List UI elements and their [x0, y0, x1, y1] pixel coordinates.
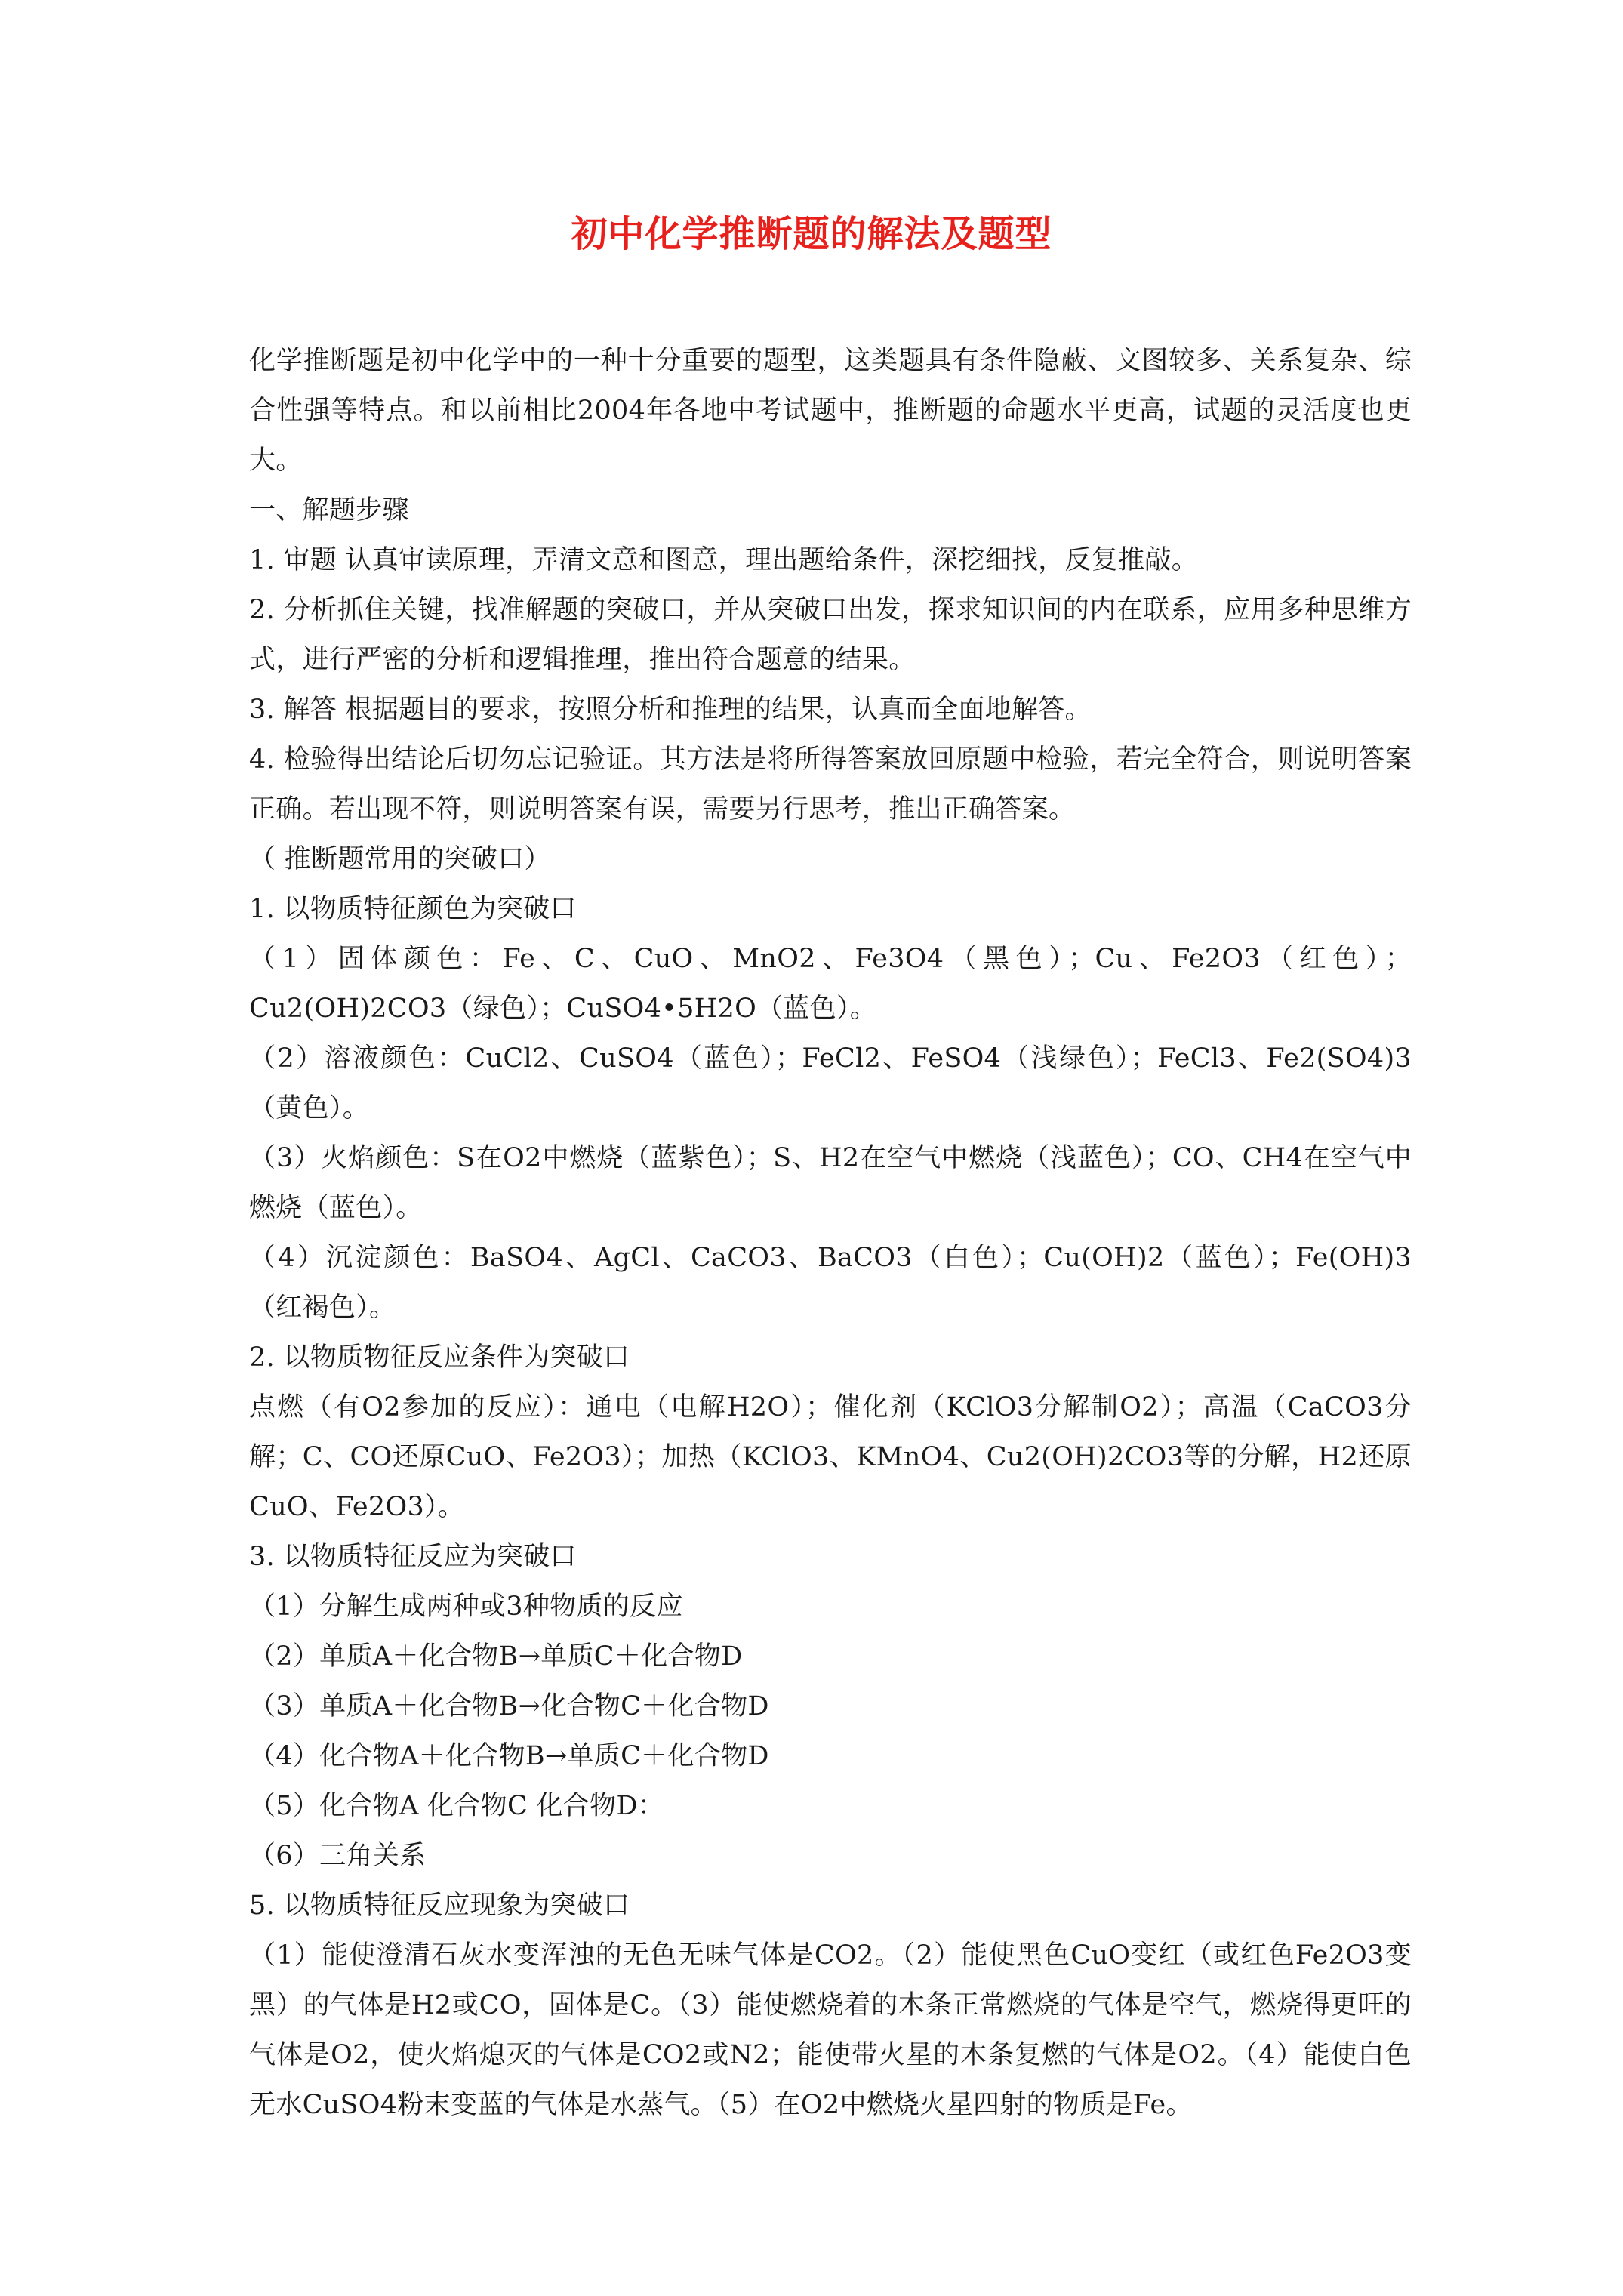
- paragraph-solid-color: （1）固体颜色：Fe、C、CuO、MnO2、Fe3O4（黑色）；Cu、Fe2O3（红色）；Cu2(OH)2CO3（绿色）；CuSO4•5H2O（蓝色）。: [249, 944, 1412, 1024]
- paragraph-intro: 化学推断题是初中化学中的一种十分重要的题型，这类题具有条件隐蔽、文图较多、关系复杂、综合性强等特点。和以前相比2004年各地中考试题中，推断题的命题水平更高，试题的灵活度也更大。: [249, 346, 1412, 476]
- paragraph-step-3: 3. 解答 根据题目的要求，按照分析和推理的结果，认真而全面地解答。: [249, 695, 1092, 725]
- section-heading-breakthroughs: （ 推断题常用的突破口）: [249, 844, 551, 874]
- paragraph-reaction-type-1: （1）分解生成两种或3种物质的反应: [249, 1592, 683, 1622]
- paragraph-reaction-type-5: （5）化合物A 化合物C 化合物D：: [249, 1791, 665, 1821]
- paragraph-reaction-type-4: （4）化合物A＋化合物B→单质C＋化合物D: [249, 1741, 769, 1771]
- paragraph-step-1: 1. 审题 认真审读原理，弄清文意和图意，理出题给条件，深挖细找，反复推敲。: [249, 545, 1199, 575]
- paragraph-step-2: 2. 分析抓住关键，找准解题的突破口，并从突破口出发，探求知识间的内在联系，应用多种思维方式，进行严密的分析和逻辑推理，推出符合题意的结果。: [249, 595, 1412, 675]
- paragraph-precipitate-color: （4）沉淀颜色：BaSO4、AgCl、CaCO3、BaCO3（白色）；Cu(OH)2（蓝色）；Fe(OH)3（红褐色）。: [249, 1243, 1412, 1323]
- paragraph-flame-color: （3）火焰颜色：S在O2中燃烧（蓝紫色）；S、H2在空气中燃烧（浅蓝色）；CO、CH4在空气中燃烧（蓝色）。: [249, 1143, 1412, 1223]
- document-title: 初中化学推断题的解法及题型: [571, 213, 1052, 255]
- section-heading-steps: 一、解题步骤: [249, 495, 409, 525]
- paragraph-reaction-type-2: （2）单质A＋化合物B→单质C＋化合物D: [249, 1641, 743, 1672]
- subheading-characteristic-reactions: 3. 以物质特征反应为突破口: [249, 1542, 577, 1572]
- paragraph-reaction-phenomena: （1）能使澄清石灰水变浑浊的无色无味气体是CO2。（2）能使黑色CuO变红（或红色Fe2O3变黑）的气体是H2或CO，固体是C。（3）能使燃烧着的木条正常燃烧的气体是空气，燃烧得更旺的气体是O2，使火焰熄灭的气体是CO2或N2；能使带火星的木条复燃的气体是O2。（4）能使白色无水CuSO4粉末变蓝的气体是水蒸气。（5）在O2中燃烧火星四射的物质是Fe。: [249, 1940, 1412, 2120]
- subheading-reaction-phenomena: 5. 以物质特征反应现象为突破口: [249, 1891, 630, 1921]
- paragraph-solution-color: （2）溶液颜色：CuCl2、CuSO4（蓝色）；FeCl2、FeSO4（浅绿色）；FeCl3、Fe2(SO4)3（黄色）。: [249, 1043, 1412, 1123]
- paragraph-reaction-type-3: （3）单质A＋化合物B→化合物C＋化合物D: [249, 1691, 769, 1721]
- paragraph-step-4: 4. 检验得出结论后切勿忘记验证。其方法是将所得答案放回原题中检验，若完全符合，则说明答案正确。若出现不符，则说明答案有误，需要另行思考，推出正确答案。: [249, 744, 1412, 824]
- subheading-color: 1. 以物质特征颜色为突破口: [249, 894, 577, 924]
- subheading-reaction-conditions: 2. 以物质物征反应条件为突破口: [249, 1342, 630, 1373]
- document-body: [249, 336, 1412, 2130]
- paragraph-reaction-type-6: （6）三角关系: [249, 1841, 427, 1871]
- paragraph-reaction-conditions: 点燃（有O2参加的反应）：通电（电解H2O）；催化剂（KClO3分解制O2）；高温（CaCO3分解；C、CO还原CuO、Fe2O3）；加热（KClO3、KMnO4、Cu2(OH)2CO3等的分解，H2还原CuO、Fe2O3）。: [249, 1392, 1412, 1522]
